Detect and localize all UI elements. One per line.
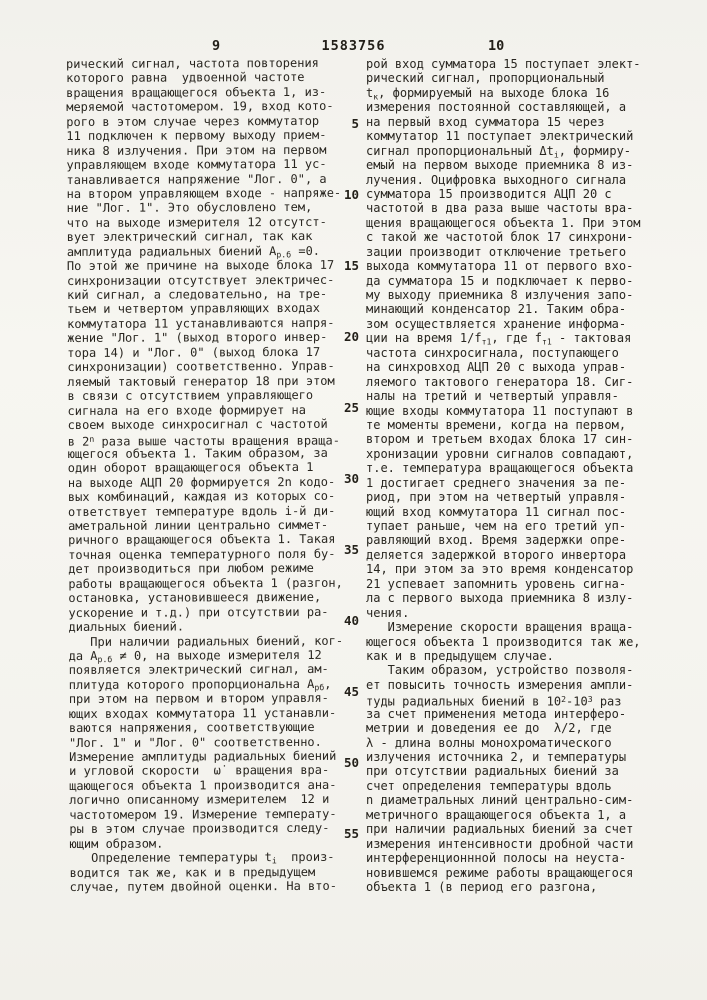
text-line-left-31: вых комбинаций, каждая из которых со- [67, 488, 336, 505]
text-line-right-53: метричного вращающегося объекта 1, а [366, 807, 627, 822]
text-line-right-15: выхода коммутатора 11 от первого вхо- [366, 259, 634, 274]
text-line-left-32: ответствует температуре вдоль i-й ди- [67, 503, 336, 519]
line-number-30: 30 [343, 471, 359, 486]
text-line-right-28: хронизации уровни сигналов совпадают, [366, 446, 634, 461]
text-line-right-45: туды радиальных биений в $10^2-10^3$ раз [366, 694, 622, 709]
text-line-right-7: сигнал пропорциональный $\Delta t_i$, формиру- [366, 143, 632, 159]
text-line-left-17: кий сигнал, а следовательно, на тре- [67, 286, 328, 302]
line-number-45: 45 [343, 684, 359, 699]
text-line-right-9: лучения. Оцифровка выходного сигнала [366, 172, 627, 187]
text-line-left-19: коммутатора 11 устанавливаются напря- [67, 315, 335, 331]
line-number-10: 10 [343, 187, 359, 202]
text-line-left-7: ника 8 излучения. При этом на первом [66, 142, 327, 158]
text-line-right-6: коммутатор 11 поступает электрический [366, 129, 634, 144]
line-number-20: 20 [343, 329, 359, 344]
text-line-left-10: на втором управляющем входе - напряже- [66, 185, 342, 201]
text-line-right-56: интерференционнной полосы на неуста- [366, 851, 627, 866]
text-line-left-14: амплитуда радиальных биений $А_{р.б} =0$. [66, 243, 321, 260]
text-line-left-42: да $А_{р.б} \ne 0$, на выходе измерителя 12 [68, 647, 322, 665]
text-line-left-49: Измерение амплитуды радиальных биений [69, 748, 337, 764]
text-line-left-47: ваются напряжения, соответствующие [68, 720, 315, 736]
page-number-left: 9 [212, 38, 221, 54]
text-line-right-3: $t_к$, формируемый на выходе блока 16 [366, 85, 610, 102]
text-line-left-45: при этом на первом и втором управля- [68, 691, 329, 707]
text-line-right-2: рический сигнал, пропорциональный [366, 71, 605, 86]
text-line-right-18: минающий конденсатор 21. Таким обра- [366, 302, 627, 317]
text-line-left-36: дет производиться при любом режиме [68, 561, 314, 577]
text-line-left-24: в связи с отсутствием управляющего [67, 387, 314, 404]
text-line-right-11: частотой в два раза выше частоты вра- [366, 201, 634, 216]
text-line-right-37: 21 успевает запомнить уровень сигна- [366, 576, 627, 591]
text-line-right-47: метрии и доведения ее до λ/2, где [366, 721, 612, 736]
text-line-left-25: сигнала на его входе формирует на [67, 402, 306, 418]
text-line-left-34: ричного вращающегося объекта 1. Такая [68, 532, 336, 548]
column-right [366, 57, 662, 894]
text-line-right-33: тупает раньше, чем на его третий уп- [366, 519, 627, 533]
text-line-right-27: втором и третьем входах блока 17 син- [366, 432, 634, 447]
patent-number: 1583756 [321, 38, 386, 54]
text-line-right-57: новившемся режиме работы вращающегося [366, 865, 634, 880]
text-line-left-35: точная оценка температурного поля бу- [68, 546, 336, 562]
text-line-left-22: синхронизации) соответственно. Управ- [67, 359, 335, 375]
text-line-left-3: вращения вращающегося объекта 1, из- [66, 84, 327, 100]
line-number-5: 5 [351, 116, 359, 131]
text-line-right-32: ющий вход коммутатора 11 сигнал пос- [366, 504, 627, 519]
text-line-left-8: управляющем входе коммутатора 11 ус- [66, 156, 327, 173]
text-line-left-29: один оборот вращающегося объекта 1 [67, 460, 314, 476]
text-line-right-10: сумматора 15 производится АЦП 20 с [366, 186, 612, 201]
text-line-left-37: работы вращающегося объекта 1 (разгон, [68, 575, 343, 591]
text-line-right-5: на первый вход сумматора 15 через [366, 114, 605, 129]
text-line-left-50: и угловой скорости ω̇ вращения вра- [69, 763, 330, 779]
text-line-left-26: своем выходе синхросигнал с частотой [67, 416, 328, 432]
text-line-left-9: танавливается напряжение "Лог. 0", а [66, 171, 327, 187]
text-line-left-54: ры в этом случае производится следу- [69, 821, 330, 837]
text-line-right-29: т.е. температура вращающегося объекта [366, 461, 634, 476]
text-line-left-16: синхронизации отсутствует электричес- [66, 272, 335, 288]
text-line-left-57: водится так же, как и в предыдущем [69, 864, 316, 880]
line-number-15: 15 [343, 258, 359, 273]
text-line-right-4: измерения постоянной составляющей, а [366, 100, 627, 115]
text-line-left-44: плитуда которого пропорциональна $А_{рб}$, [68, 676, 332, 693]
text-line-right-31: риод, при этом на четвертый управля- [366, 490, 627, 505]
text-line-left-1: рический сигнал, частота повторения [66, 55, 319, 71]
text-line-right-8: емый на первом выходе приемника 8 из- [366, 158, 634, 173]
text-line-left-4: меряемой частотомером. 19, вход кото- [66, 99, 334, 115]
text-line-right-38: ла с первого выхода приемника 8 излу- [366, 591, 634, 606]
text-line-right-40: Измерение скорости вращения враща- [366, 620, 634, 635]
text-line-right-21: частота синхросигнала, поступающего [366, 345, 619, 360]
text-line-left-15: По этой же причине на выходе блока 17 [66, 257, 335, 274]
text-line-left-48: "Лог. 1" и "Лог. 0" соответственно. [68, 734, 322, 750]
text-line-left-53: частотомером 19. Измерение температу- [69, 806, 337, 822]
text-line-left-52: логично описанному измерителем 12 и [69, 792, 330, 808]
text-line-left-39: ускорение и т.д.) при отсутствии ра- [68, 604, 329, 620]
text-line-right-46: за счет применения метода интерферо- [366, 706, 627, 721]
text-line-left-43: появляется электрический сигнал, ам- [68, 662, 329, 678]
text-line-left-33: аметральной линии центрально симмет- [68, 517, 329, 533]
text-line-right-51: счет определения температуры вдоль [366, 778, 612, 793]
text-line-right-49: излучения источника 2, и температуры [366, 750, 627, 764]
text-line-right-41: ющегося объекта 1 производится так же, [366, 634, 641, 649]
text-line-left-6: 11 подключен к первому выходу прием- [66, 128, 327, 144]
text-line-left-2: которого равна удвоенной частоте [66, 70, 305, 86]
line-number-25: 25 [343, 400, 359, 415]
text-line-left-11: ние "Лог. 1". Это обусловлено тем, [66, 200, 313, 216]
text-line-right-58: объекта 1 (в период его разгона, [366, 879, 598, 894]
line-number-55: 55 [343, 826, 359, 841]
text-line-left-27: в 2$^n$ раза выше частоты вращения враща- [67, 433, 340, 450]
text-line-left-56: Определение температуры $t_i$ произ- [69, 849, 335, 866]
text-line-right-44: ет повысить точность измерения ампли- [366, 677, 634, 692]
text-line-left-30: на выходе АЦП 20 формируется 2n кодо- [67, 474, 336, 490]
text-line-left-23: ляемый тактовый генератор 18 при этом [67, 373, 335, 389]
text-line-right-42: как и в предыдущем случае. [366, 648, 554, 663]
text-line-right-13: с такой же частотой блок 17 синхрони- [366, 230, 634, 245]
column-left [66, 56, 366, 895]
line-number-35: 35 [343, 542, 359, 557]
text-line-right-43: Таким образом, устройство позволя- [366, 663, 634, 678]
text-line-left-13: вует электрический сигнал, так как [66, 229, 313, 245]
text-line-right-16: да сумматора 15 и подключает к перво- [366, 273, 634, 288]
text-line-right-12: щения вращающегося объекта 1. При этом [366, 215, 641, 230]
text-line-right-52: n диаметральных линий центрально-сим- [366, 793, 634, 808]
text-line-right-23: ляемого тактового генератора 18. Сиг- [366, 374, 634, 389]
text-line-right-54: при наличии радиальных биений за счет [366, 822, 634, 837]
text-line-left-51: щающегося объекта 1 производится ана- [69, 777, 337, 793]
page-number-right: 10 [488, 38, 505, 54]
text-line-left-18: тьем и четвертом управляющих входах [67, 301, 321, 317]
line-number-40: 40 [343, 613, 359, 628]
text-line-left-38: остановка, установившееся движение, [68, 590, 322, 606]
text-line-left-58: случае, путем двойной оценки. На вто- [69, 878, 337, 894]
line-number-50: 50 [343, 755, 359, 770]
text-line-right-55: измерения интенсивности дробной части [366, 836, 634, 851]
text-line-right-39: чения. [366, 605, 410, 620]
text-line-right-1: рой вход сумматора 15 поступает элект- [366, 57, 641, 71]
text-line-left-21: тора 14) и "Лог. 0" (выход блока 17 [67, 344, 321, 360]
text-line-left-20: жение "Лог. 1" (выход второго инвер- [67, 330, 328, 346]
text-line-left-28: ющегося объекта 1. Таким образом, за [67, 445, 328, 461]
text-line-right-24: налы на третий и четвертый управля- [366, 389, 619, 404]
text-line-right-26: те моменты времени, когда на первом, [366, 417, 627, 432]
text-line-left-12: что на выходе измерителя 12 отсутст- [66, 214, 327, 230]
text-line-right-20: ции на время $1/f_{т1}$, где $f_{т1}$ - тактовая [366, 331, 632, 347]
line-number-gutter [331, 0, 359, 1000]
text-line-left-41: При наличии радиальных биений, ког- [68, 633, 344, 649]
text-line-right-48: λ - длина волны монохроматического [366, 735, 612, 750]
text-line-right-35: деляется задержкой второго инвертора [366, 547, 627, 562]
text-line-right-25: ющие входы коммутатора 11 поступают в [366, 403, 634, 418]
text-line-right-50: при отсутствии радиальных биений за [366, 764, 619, 779]
text-line-right-22: на синхровход АЦП 20 с выхода управ- [366, 360, 627, 375]
text-line-left-55: ющим образом. [69, 836, 164, 851]
text-line-left-5: рого в этом случае через коммутатор [66, 113, 320, 129]
text-line-right-19: зом осуществляется хранение информа- [366, 316, 627, 331]
text-line-right-34: равляющий вход. Время задержки опре- [366, 533, 627, 548]
text-line-right-30: 1 достигает среднего значения за пе- [366, 475, 627, 490]
text-line-right-17: му выходу приемника 8 излучения запо- [366, 288, 634, 302]
text-line-right-14: зации производит отключение третьего [366, 244, 627, 259]
text-line-left-40: диальных биений. [68, 619, 185, 635]
text-line-left-46: ющих входах коммутатора 11 устанавли- [68, 705, 337, 721]
text-line-right-36: 14, при этом за это время конденсатор [366, 562, 634, 577]
